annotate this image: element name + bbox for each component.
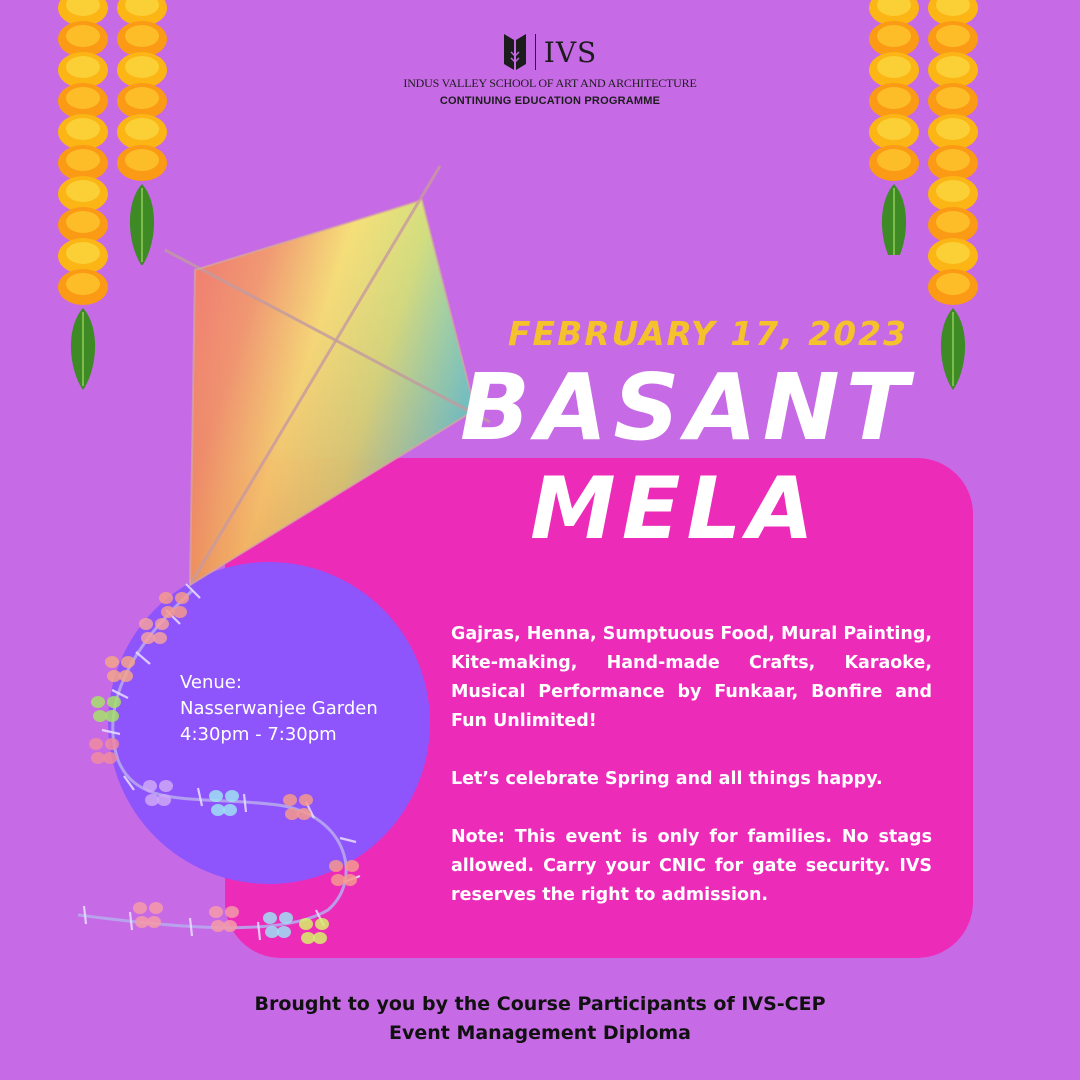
tail-bow	[329, 860, 359, 886]
venue-place: Nasserwanjee Garden	[180, 698, 378, 719]
kite-illustration	[150, 160, 510, 600]
program-name: CONTINUING EDUCATION PROGRAMME	[439, 95, 661, 107]
tail-bow	[299, 918, 329, 944]
school-name: INDUS VALLEY SCHOOL OF ART AND ARCHITECTURE	[403, 76, 697, 90]
kite-tail-icon	[78, 580, 398, 970]
tail-bow	[209, 906, 239, 932]
logo-wordmark: IVS	[543, 35, 598, 69]
marigold-garland-icon	[925, 0, 981, 400]
footer-line-2: Event Management Diploma	[388, 1022, 691, 1044]
marigold-garland-icon	[866, 0, 922, 255]
marigold-garland-icon	[55, 0, 111, 400]
event-date: FEBRUARY 17, 2023	[508, 314, 909, 353]
ivs-emblem-icon	[503, 32, 527, 72]
event-details	[451, 620, 932, 910]
credits-footer	[140, 990, 940, 1048]
tail-bow	[91, 696, 121, 722]
title-line-1: BASANT	[460, 354, 915, 461]
title-line-2: MELA	[530, 459, 820, 559]
tail-bow	[133, 902, 163, 928]
activities-text: Gajras, Henna, Sumptuous Food, Mural Painting, Kite-making, Hand-made Crafts, Karaoke, Musical Performance by Funkaar, Bonfire and Fun Unlimited!	[451, 624, 932, 731]
tagline-text: Let’s celebrate Spring and all things happy.	[451, 769, 883, 789]
tail-bow	[105, 656, 135, 682]
tail-bow	[209, 790, 239, 816]
venue-label: Venue:	[180, 672, 242, 693]
venue-time: 4:30pm - 7:30pm	[180, 724, 337, 745]
footer-line-1: Brought to you by the Course Participants of IVS-CEP	[254, 993, 826, 1015]
note-text: Note: This event is only for families. No stags allowed. Carry your CNIC for gate security. IVS reserves the right to admission.	[451, 827, 932, 905]
event-title	[460, 354, 915, 559]
logo-divider	[535, 34, 536, 70]
venue-info	[180, 670, 420, 748]
ivs-logo	[390, 30, 710, 107]
